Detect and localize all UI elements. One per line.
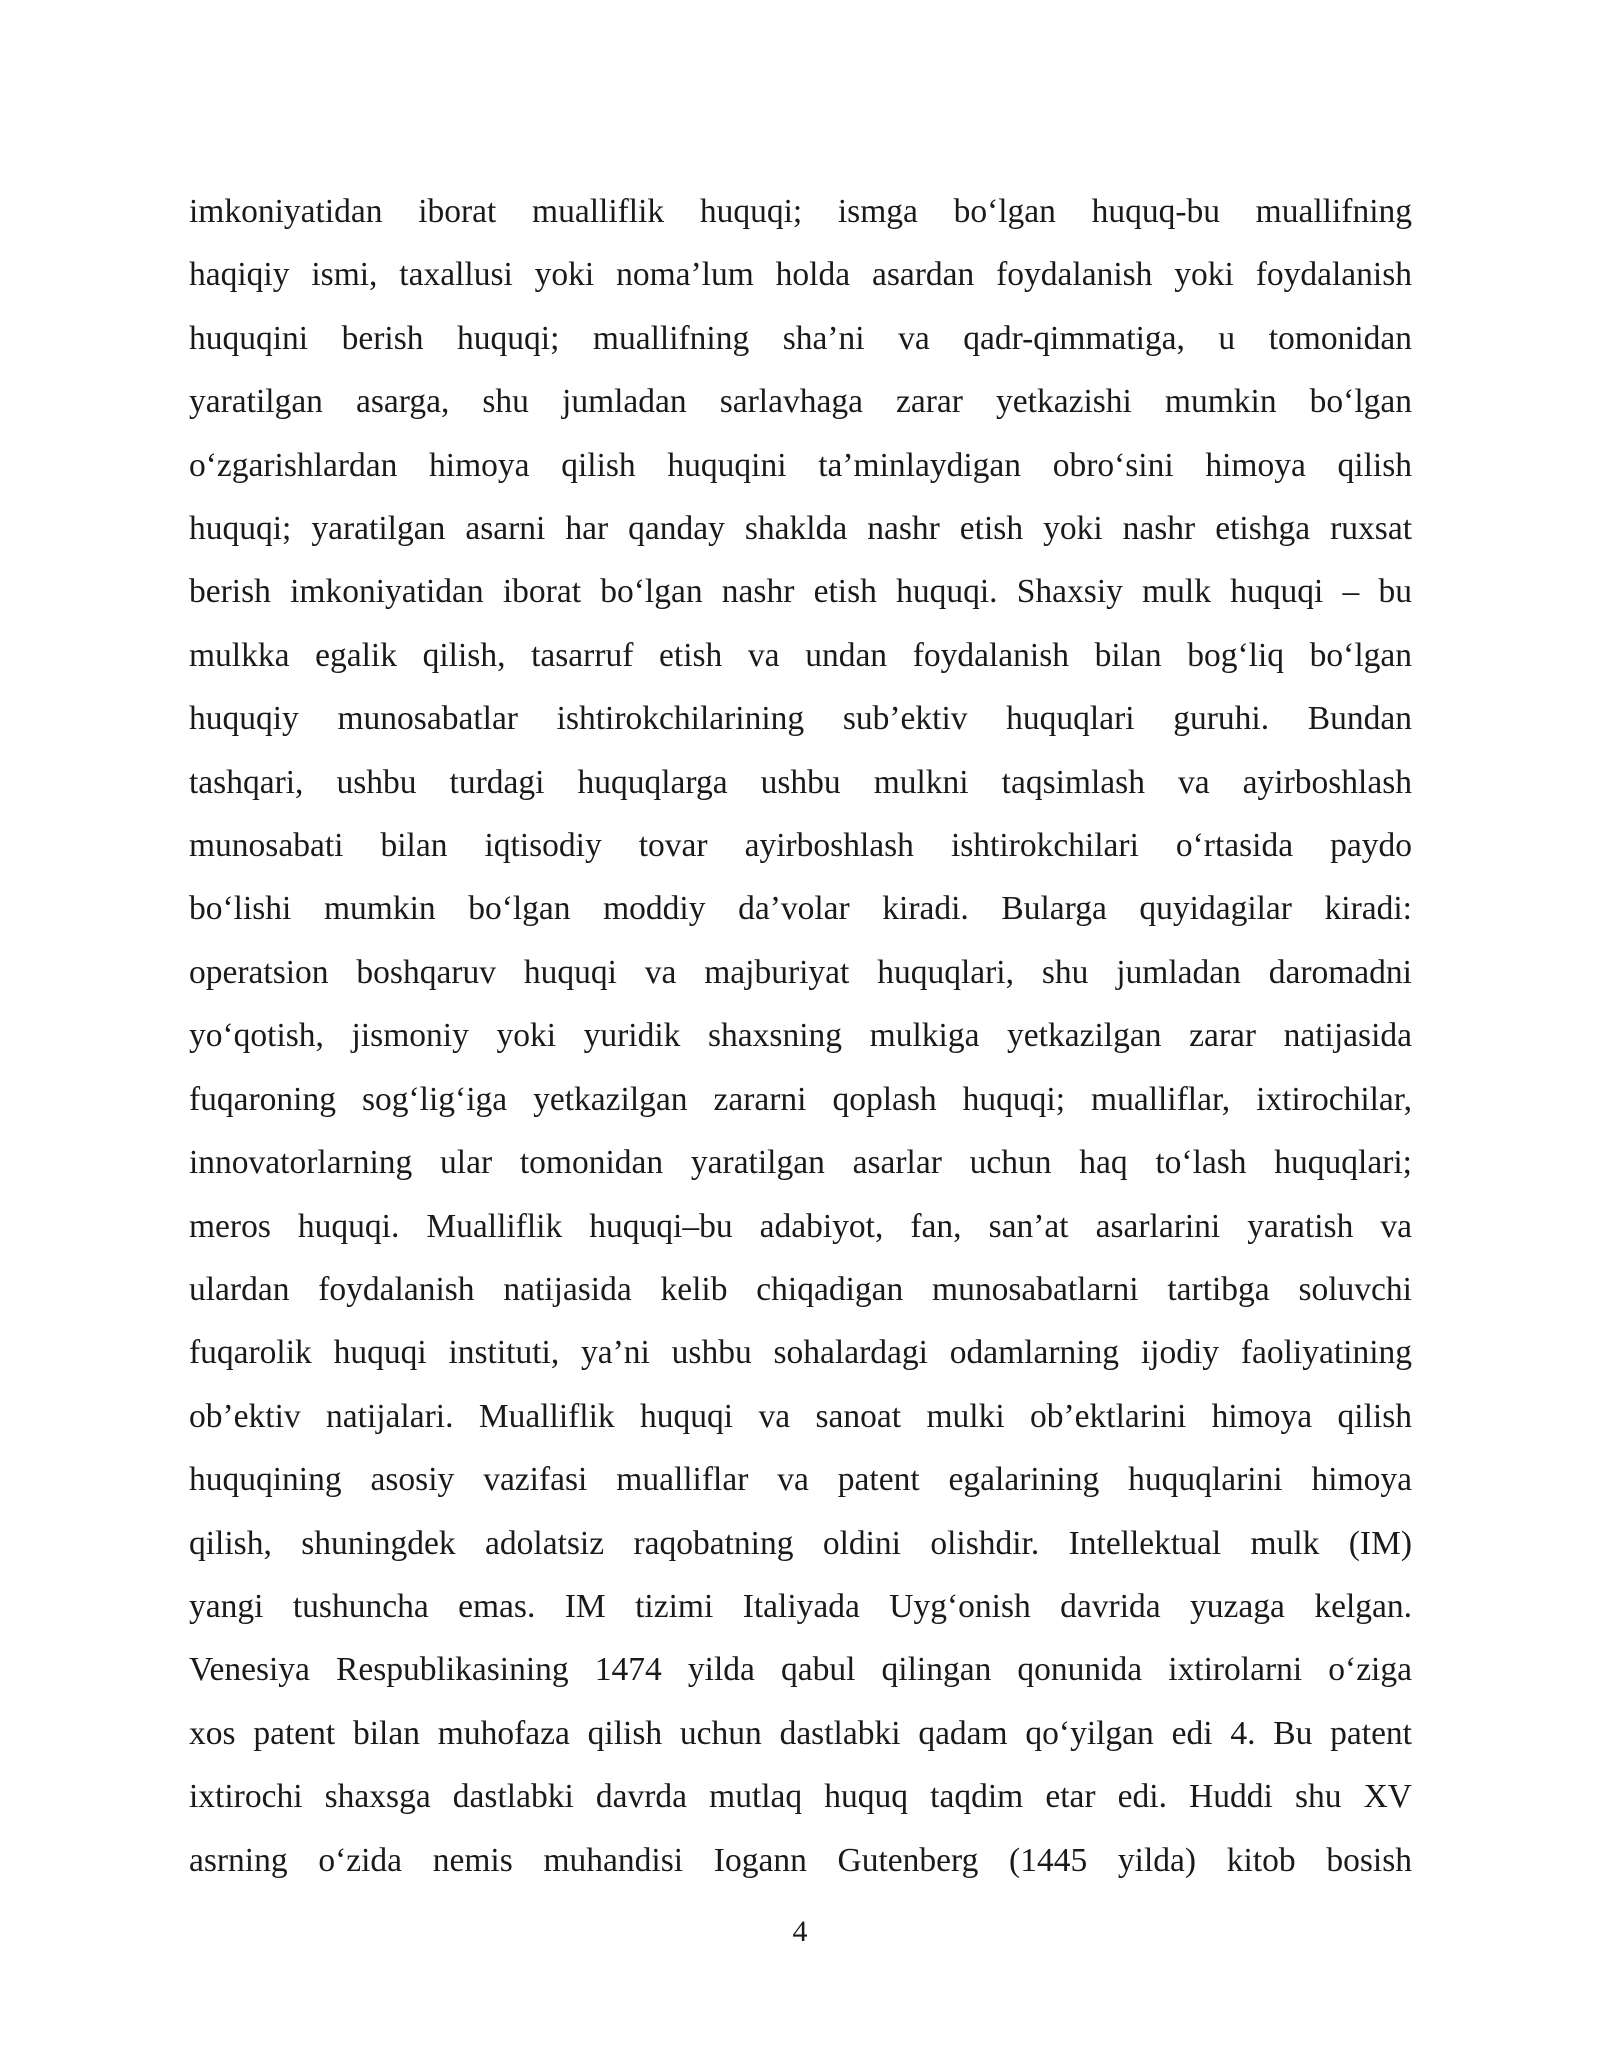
text-line: innovatorlarning ular tomonidan yaratilgan asarlar uchun haq to‘lash huquqlari; [189,1144,1412,1182]
page-number: 4 [792,1915,808,1948]
text-line: yo‘qotish, jismoniy yoki yuridik shaxsning mulkiga yetkazilgan zarar natijasida [189,1017,1412,1055]
text-line: meros huquqi. Mualliflik huquqi–bu adabiyot, fan, san’at asarlarini yaratish va [189,1207,1412,1245]
text-line: huquqining asosiy vazifasi mualliflar va patent egalarining huquqlarini himoya [189,1461,1412,1499]
body-paragraph [189,180,1412,1892]
text-line: ob’ektiv natijalari. Mualliflik huquqi va sanoat mulki ob’ektlarini himoya qilish [189,1397,1412,1435]
text-line: tashqari, ushbu turdagi huquqlarga ushbu mulkni taqsimlash va ayirboshlash [189,763,1412,801]
text-line: imkoniyatidan iborat mualliflik huquqi; ismga bo‘lgan huquq-bu muallifning [189,193,1412,230]
text-line: huquqini berish huquqi; muallifning sha’ni va qadr-qimmatiga, u tomonidan [189,319,1412,357]
text-line: haqiqiy ismi, taxallusi yoki noma’lum holda asardan foydalanish yoki foydalanish [189,256,1412,294]
text-line: huquqi; yaratilgan asarni har qanday shaklda nashr etish yoki nashr etishga ruxsat [189,510,1412,548]
text-line: qilish, shuningdek adolatsiz raqobatning oldini olishdir. Intellektual mulk (IM) [189,1524,1412,1562]
text-line: ixtirochi shaxsga dastlabki davrda mutlaq huquq taqdim etar edi. Huddi shu XV [189,1778,1412,1816]
text-line: asrning o‘zida nemis muhandisi Iogann Gutenberg (1445 yilda) kitob bosish [189,1841,1412,1879]
text-line: mulkka egalik qilish, tasarruf etish va undan foydalanish bilan bog‘liq bo‘lgan [189,636,1412,674]
text-line: o‘zgarishlardan himoya qilish huquqini ta’minlaydigan obro‘sini himoya qilish [189,446,1412,484]
text-line: Venesiya Respublikasining 1474 yilda qabul qilingan qonunida ixtirolarni o‘ziga [189,1651,1412,1689]
text-line: bo‘lishi mumkin bo‘lgan moddiy da’volar kiradi. Bularga quyidagilar kiradi: [189,890,1412,928]
text-line: munosabati bilan iqtisodiy tovar ayirboshlash ishtirokchilari o‘rtasida paydo [189,827,1412,865]
text-line: huquqiy munosabatlar ishtirokchilarining sub’ektiv huquqlari guruhi. Bundan [189,700,1412,738]
text-line: xos patent bilan muhofaza qilish uchun dastlabki qadam qo‘yilgan edi 4. Bu patent [189,1714,1412,1752]
text-line: fuqaroning sog‘lig‘iga yetkazilgan zararni qoplash huquqi; mualliflar, ixtirochilar, [189,1080,1412,1118]
text-line: berish imkoniyatidan iborat bo‘lgan nashr etish huquqi. Shaxsiy mulk huquqi – bu [189,573,1412,611]
text-line: operatsion boshqaruv huquqi va majburiyat huquqlari, shu jumladan daromadni [189,953,1412,991]
text-line: yangi tushuncha emas. IM tizimi Italiyada Uyg‘onish davrida yuzaga kelgan. [189,1587,1412,1625]
text-line: ulardan foydalanish natijasida kelib chiqadigan munosabatlarni tartibga soluvchi [189,1270,1412,1308]
text-line: fuqarolik huquqi instituti, ya’ni ushbu sohalardagi odamlarning ijodiy faoliyatining [189,1334,1412,1372]
text-line: yaratilgan asarga, shu jumladan sarlavhaga zarar yetkazishi mumkin bo‘lgan [189,383,1412,421]
